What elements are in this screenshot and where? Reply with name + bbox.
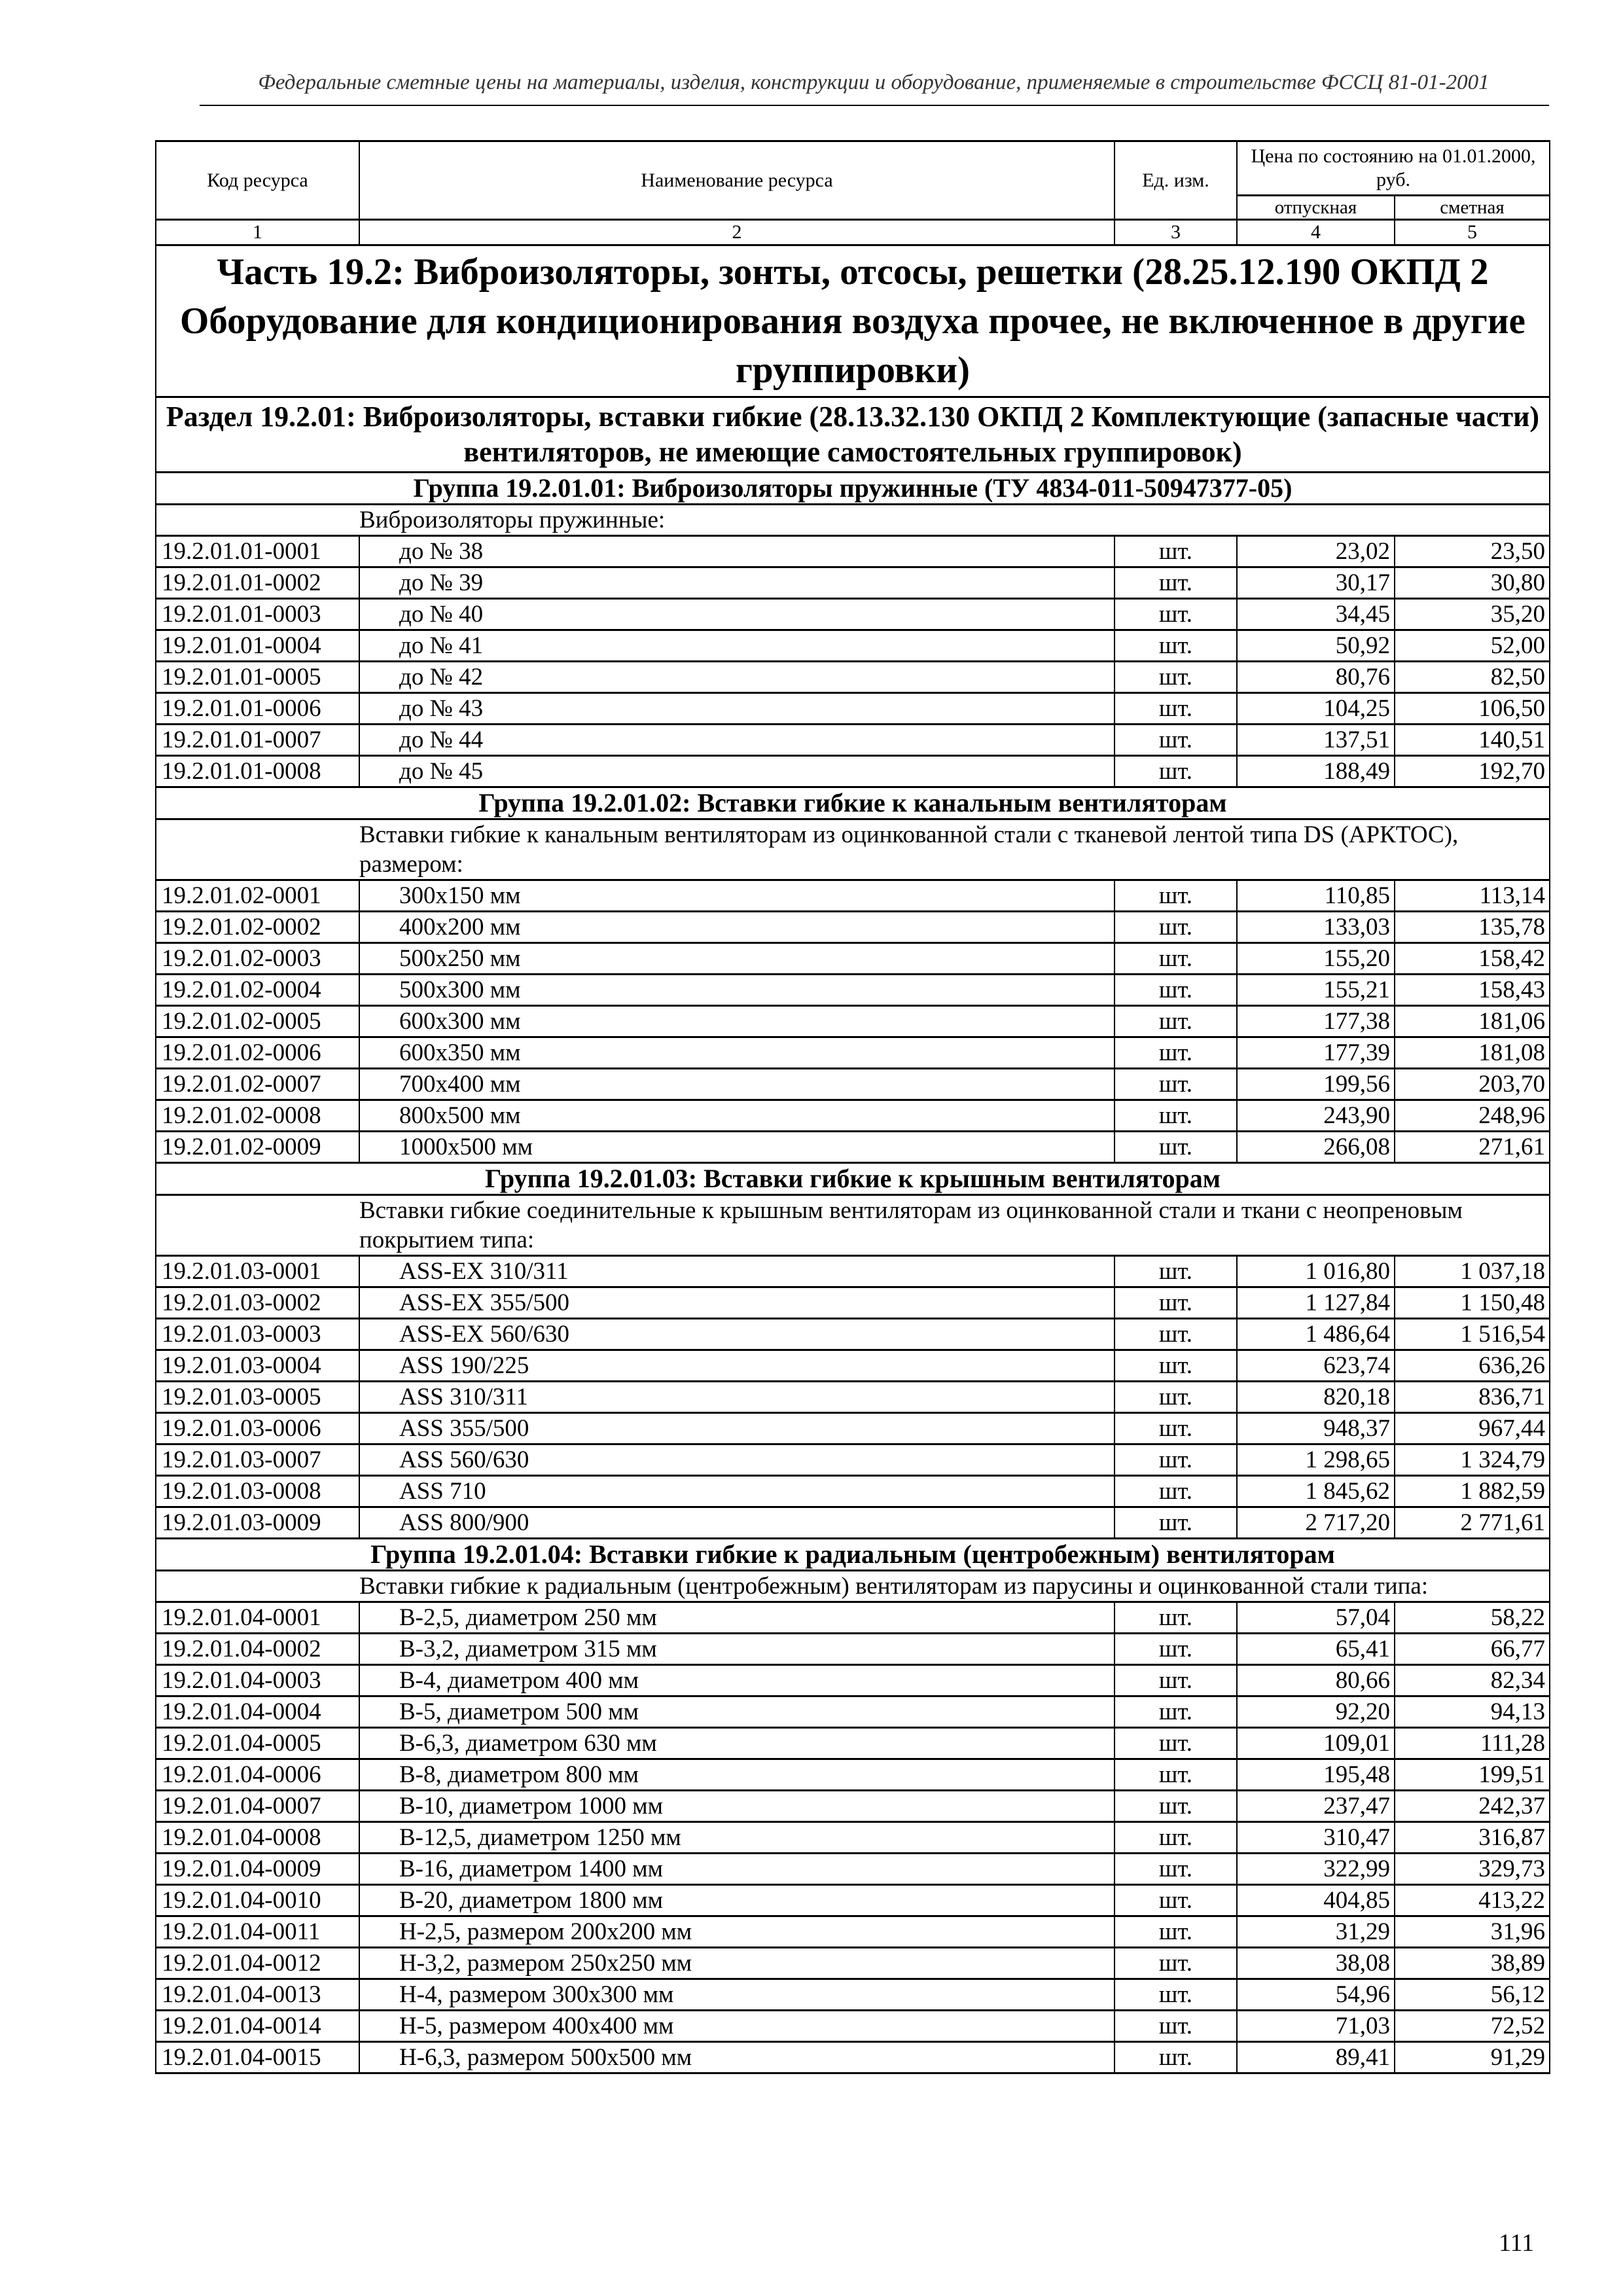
unit: шт. [1115,1444,1237,1476]
release-price: 80,76 [1237,662,1395,693]
estimate-price: 1 324,79 [1395,1444,1550,1476]
resource-name: В-20, диаметром 1800 мм [359,1885,1115,1916]
unit: шт. [1115,1948,1237,1979]
estimate-price: 66,77 [1395,1634,1550,1665]
estimate-price: 158,42 [1395,943,1550,975]
resource-code: 19.2.01.02-0005 [156,1006,359,1037]
release-price: 80,66 [1237,1665,1395,1696]
table-row [156,1791,1550,1822]
resource-name: В-5, диаметром 500 мм [359,1696,1115,1728]
estimate-price: 203,70 [1395,1069,1550,1100]
resource-name: до № 40 [359,599,1115,630]
estimate-price: 158,43 [1395,975,1550,1006]
resource-code: 19.2.01.02-0008 [156,1100,359,1132]
table-row [156,1948,1550,1979]
release-price: 310,47 [1237,1822,1395,1854]
table-row [156,599,1550,630]
unit: шт. [1115,756,1237,787]
estimate-price: 248,96 [1395,1100,1550,1132]
unit: шт. [1115,536,1237,567]
table-row [156,1256,1550,1287]
unit: шт. [1115,1287,1237,1319]
estimate-price: 271,61 [1395,1132,1550,1163]
release-price: 104,25 [1237,693,1395,725]
table-row [156,1634,1550,1665]
release-price: 1 127,84 [1237,1287,1395,1319]
resource-name: 700x400 мм [359,1069,1115,1100]
group-description: Вставки гибкие к радиальным (центробежным) вентиляторам из парусины и оцинкованной стали типа: [156,1571,1550,1602]
table-row [156,975,1550,1006]
group-description: Виброизоляторы пружинные: [156,505,1550,536]
release-price: 110,85 [1237,880,1395,912]
table-row [156,912,1550,943]
table-row [156,1006,1550,1037]
column-number: 3 [1115,220,1237,245]
unit: шт. [1115,1728,1237,1759]
release-price: 1 845,62 [1237,1476,1395,1507]
unit: шт. [1115,1665,1237,1696]
unit: шт. [1115,1916,1237,1948]
table-row [156,1728,1550,1759]
release-price: 1 016,80 [1237,1256,1395,1287]
price-table [155,140,1550,2074]
release-price: 155,21 [1237,975,1395,1006]
resource-name: ASS 355/500 [359,1413,1115,1444]
table-row [156,1413,1550,1444]
resource-code: 19.2.01.04-0008 [156,1822,359,1854]
part-row [156,245,1550,397]
column-number: 1 [156,220,359,245]
table-row [156,1319,1550,1350]
resource-code: 19.2.01.01-0008 [156,756,359,787]
table-row [156,1037,1550,1069]
resource-code: 19.2.01.04-0013 [156,1979,359,2011]
resource-code: 19.2.01.03-0009 [156,1507,359,1539]
resource-code: 19.2.01.03-0002 [156,1287,359,1319]
resource-code: 19.2.01.04-0004 [156,1696,359,1728]
table-row [156,1287,1550,1319]
group-row [156,1163,1550,1195]
table-row [156,1350,1550,1382]
estimate-price: 140,51 [1395,725,1550,756]
group-row [156,787,1550,819]
unit: шт. [1115,599,1237,630]
table-row [156,536,1550,567]
resource-code: 19.2.01.02-0006 [156,1037,359,1069]
release-price: 54,96 [1237,1979,1395,2011]
resource-code: 19.2.01.04-0009 [156,1854,359,1885]
column-number-row [156,220,1550,245]
table-row [156,1822,1550,1854]
resource-name: В-3,2, диаметром 315 мм [359,1634,1115,1665]
resource-code: 19.2.01.01-0005 [156,662,359,693]
estimate-price: 135,78 [1395,912,1550,943]
resource-code: 19.2.01.03-0003 [156,1319,359,1350]
resource-name: до № 44 [359,725,1115,756]
estimate-price: 106,50 [1395,693,1550,725]
estimate-price: 836,71 [1395,1382,1550,1413]
resource-code: 19.2.01.04-0012 [156,1948,359,1979]
resource-name: до № 41 [359,630,1115,662]
column-number: 2 [359,220,1115,245]
resource-code: 19.2.01.04-0015 [156,2042,359,2073]
resource-name: В-8, диаметром 800 мм [359,1759,1115,1791]
group-description-row [156,1571,1550,1602]
release-price: 623,74 [1237,1350,1395,1382]
unit: шт. [1115,1476,1237,1507]
release-price: 89,41 [1237,2042,1395,2073]
resource-code: 19.2.01.01-0006 [156,693,359,725]
group-title: Группа 19.2.01.03: Вставки гибкие к крышным вентиляторам [156,1163,1550,1195]
unit: шт. [1115,1885,1237,1916]
resource-name: до № 38 [359,536,1115,567]
table-row [156,756,1550,787]
resource-name: 800x500 мм [359,1100,1115,1132]
release-price: 2 717,20 [1237,1507,1395,1539]
release-price: 34,45 [1237,599,1395,630]
release-price: 57,04 [1237,1602,1395,1634]
resource-code: 19.2.01.03-0001 [156,1256,359,1287]
estimate-price: 72,52 [1395,2011,1550,2042]
resource-name: ASS-EX 310/311 [359,1256,1115,1287]
resource-name: ASS-EX 355/500 [359,1287,1115,1319]
table-row [156,1100,1550,1132]
table-row [156,1696,1550,1728]
resource-code: 19.2.01.03-0008 [156,1476,359,1507]
estimate-price: 2 771,61 [1395,1507,1550,1539]
resource-name: до № 42 [359,662,1115,693]
resource-name: 1000x500 мм [359,1132,1115,1163]
resource-code: 19.2.01.01-0003 [156,599,359,630]
resource-name: ASS 310/311 [359,1382,1115,1413]
resource-code: 19.2.01.04-0014 [156,2011,359,2042]
group-row [156,473,1550,505]
resource-code: 19.2.01.02-0009 [156,1132,359,1163]
resource-name: В-4, диаметром 400 мм [359,1665,1115,1696]
table-row [156,1444,1550,1476]
estimate-price: 1 882,59 [1395,1476,1550,1507]
resource-name: В-10, диаметром 1000 мм [359,1791,1115,1822]
header-estimate-price: сметная [1395,196,1550,220]
resource-code: 19.2.01.02-0002 [156,912,359,943]
unit: шт. [1115,2042,1237,2073]
table-row [156,1476,1550,1507]
estimate-price: 23,50 [1395,536,1550,567]
unit: шт. [1115,1507,1237,1539]
release-price: 820,18 [1237,1382,1395,1413]
unit: шт. [1115,662,1237,693]
resource-name: В-2,5, диаметром 250 мм [359,1602,1115,1634]
unit: шт. [1115,1100,1237,1132]
unit: шт. [1115,880,1237,912]
estimate-price: 35,20 [1395,599,1550,630]
resource-name: В-16, диаметром 1400 мм [359,1854,1115,1885]
estimate-price: 316,87 [1395,1822,1550,1854]
resource-code: 19.2.01.01-0002 [156,567,359,599]
table-row [156,1979,1550,2011]
table-row [156,630,1550,662]
release-price: 38,08 [1237,1948,1395,1979]
resource-name: ASS 710 [359,1476,1115,1507]
release-price: 188,49 [1237,756,1395,787]
estimate-price: 113,14 [1395,880,1550,912]
resource-name: 300x150 мм [359,880,1115,912]
table-row [156,2011,1550,2042]
header-name: Наименование ресурса [359,141,1115,220]
release-price: 137,51 [1237,725,1395,756]
resource-name: 600x350 мм [359,1037,1115,1069]
release-price: 404,85 [1237,1885,1395,1916]
estimate-price: 1 150,48 [1395,1287,1550,1319]
table-row [156,1382,1550,1413]
release-price: 65,41 [1237,1634,1395,1665]
header-rule [200,105,1549,106]
release-price: 243,90 [1237,1100,1395,1132]
table-row [156,567,1550,599]
unit: шт. [1115,693,1237,725]
resource-code: 19.2.01.04-0007 [156,1791,359,1822]
release-price: 133,03 [1237,912,1395,943]
table-row [156,725,1550,756]
estimate-price: 181,06 [1395,1006,1550,1037]
unit: шт. [1115,1854,1237,1885]
release-price: 177,38 [1237,1006,1395,1037]
resource-code: 19.2.01.04-0006 [156,1759,359,1791]
table-row [156,1507,1550,1539]
unit: шт. [1115,567,1237,599]
header-code: Код ресурса [156,141,359,220]
running-head: Федеральные сметные цены на материалы, изделия, конструкции и оборудование, применяемые в строительстве ФССЦ 81-01-2001 [258,71,1489,94]
estimate-price: 58,22 [1395,1602,1550,1634]
group-description: Вставки гибкие соединительные к крышным вентиляторам из оцинкованной стали и ткани с неопреновым покрытием типа: [156,1195,1550,1256]
unit: шт. [1115,1319,1237,1350]
resource-name: до № 43 [359,693,1115,725]
group-description: Вставки гибкие к канальным вентиляторам из оцинкованной стали с тканевой лентой типа DS (АРКТОС), размером: [156,819,1550,880]
table-row [156,880,1550,912]
release-price: 1 298,65 [1237,1444,1395,1476]
resource-code: 19.2.01.03-0004 [156,1350,359,1382]
estimate-price: 38,89 [1395,1948,1550,1979]
release-price: 23,02 [1237,536,1395,567]
estimate-price: 1 516,54 [1395,1319,1550,1350]
release-price: 195,48 [1237,1759,1395,1791]
release-price: 30,17 [1237,567,1395,599]
header-unit: Ед. изм. [1115,141,1237,220]
resource-code: 19.2.01.03-0006 [156,1413,359,1444]
unit: шт. [1115,943,1237,975]
resource-code: 19.2.01.04-0001 [156,1602,359,1634]
resource-name: В-12,5, диаметром 1250 мм [359,1822,1115,1854]
release-price: 155,20 [1237,943,1395,975]
part-title: Часть 19.2: Виброизоляторы, зонты, отсосы, решетки (28.25.12.190 ОКПД 2 Оборудование для кондиционирования воздуха прочее, не включенное в другие группировки) [156,245,1550,397]
estimate-price: 1 037,18 [1395,1256,1550,1287]
page-number: 111 [1499,2229,1535,2257]
release-price: 50,92 [1237,630,1395,662]
unit: шт. [1115,2011,1237,2042]
estimate-price: 111,28 [1395,1728,1550,1759]
column-number: 4 [1237,220,1395,245]
resource-code: 19.2.01.02-0003 [156,943,359,975]
release-price: 92,20 [1237,1696,1395,1728]
resource-name: Н-6,3, размером 500x500 мм [359,2042,1115,2073]
group-title: Группа 19.2.01.01: Виброизоляторы пружинные (ТУ 4834-011-50947377-05) [156,473,1550,505]
resource-code: 19.2.01.02-0004 [156,975,359,1006]
resource-name: ASS 560/630 [359,1444,1115,1476]
resource-name: В-6,3, диаметром 630 мм [359,1728,1115,1759]
resource-code: 19.2.01.04-0003 [156,1665,359,1696]
release-price: 266,08 [1237,1132,1395,1163]
table-row [156,1885,1550,1916]
estimate-price: 91,29 [1395,2042,1550,2073]
unit: шт. [1115,1822,1237,1854]
unit: шт. [1115,1759,1237,1791]
resource-code: 19.2.01.04-0002 [156,1634,359,1665]
unit: шт. [1115,1256,1237,1287]
resource-code: 19.2.01.03-0005 [156,1382,359,1413]
table-row [156,1759,1550,1791]
resource-name: до № 45 [359,756,1115,787]
resource-code: 19.2.01.04-0005 [156,1728,359,1759]
resource-name: ASS 190/225 [359,1350,1115,1382]
estimate-price: 967,44 [1395,1413,1550,1444]
unit: шт. [1115,1696,1237,1728]
table-row [156,1916,1550,1948]
estimate-price: 30,80 [1395,567,1550,599]
estimate-price: 413,22 [1395,1885,1550,1916]
group-description-row [156,505,1550,536]
unit: шт. [1115,725,1237,756]
resource-name: до № 39 [359,567,1115,599]
section-title: Раздел 19.2.01: Виброизоляторы, вставки гибкие (28.13.32.130 ОКПД 2 Комплектующие (запасные части) вентиляторов, не имеющие самостоятельных группировок) [156,397,1550,473]
resource-name: ASS 800/900 [359,1507,1115,1539]
estimate-price: 242,37 [1395,1791,1550,1822]
release-price: 322,99 [1237,1854,1395,1885]
resource-name: Н-4, размером 300x300 мм [359,1979,1115,2011]
table-row [156,1069,1550,1100]
unit: шт. [1115,1634,1237,1665]
resource-code: 19.2.01.01-0007 [156,725,359,756]
release-price: 71,03 [1237,2011,1395,2042]
resource-name: Н-3,2, размером 250x250 мм [359,1948,1115,1979]
resource-code: 19.2.01.03-0007 [156,1444,359,1476]
release-price: 199,56 [1237,1069,1395,1100]
table-body [156,245,1550,2073]
estimate-price: 199,51 [1395,1759,1550,1791]
release-price: 31,29 [1237,1916,1395,1948]
estimate-price: 52,00 [1395,630,1550,662]
group-description-row [156,819,1550,880]
unit: шт. [1115,912,1237,943]
table-row [156,1665,1550,1696]
section-row [156,397,1550,473]
table-row [156,1132,1550,1163]
resource-name: 500x300 мм [359,975,1115,1006]
estimate-price: 82,50 [1395,662,1550,693]
table-row [156,662,1550,693]
release-price: 177,39 [1237,1037,1395,1069]
unit: шт. [1115,1602,1237,1634]
table-row [156,693,1550,725]
resource-name: Н-5, размером 400x400 мм [359,2011,1115,2042]
resource-code: 19.2.01.02-0007 [156,1069,359,1100]
unit: шт. [1115,1382,1237,1413]
resource-name: 400x200 мм [359,912,1115,943]
header-price: Цена по состоянию на 01.01.2000, руб. [1237,141,1550,196]
table-header-row [156,141,1550,196]
release-price: 237,47 [1237,1791,1395,1822]
estimate-price: 31,96 [1395,1916,1550,1948]
resource-code: 19.2.01.01-0004 [156,630,359,662]
release-price: 1 486,64 [1237,1319,1395,1350]
resource-code: 19.2.01.01-0001 [156,536,359,567]
table-row [156,1854,1550,1885]
table-row [156,2042,1550,2073]
resource-code: 19.2.01.04-0011 [156,1916,359,1948]
estimate-price: 181,08 [1395,1037,1550,1069]
estimate-price: 636,26 [1395,1350,1550,1382]
table-row [156,943,1550,975]
release-price: 948,37 [1237,1413,1395,1444]
group-description-row [156,1195,1550,1256]
group-row [156,1539,1550,1571]
resource-name: Н-2,5, размером 200x200 мм [359,1916,1115,1948]
column-number: 5 [1395,220,1550,245]
unit: шт. [1115,1069,1237,1100]
estimate-price: 192,70 [1395,756,1550,787]
resource-code: 19.2.01.02-0001 [156,880,359,912]
resource-name: 500x250 мм [359,943,1115,975]
header-release-price: отпускная [1237,196,1395,220]
resource-name: 600x300 мм [359,1006,1115,1037]
unit: шт. [1115,1791,1237,1822]
unit: шт. [1115,1006,1237,1037]
unit: шт. [1115,630,1237,662]
resource-name: ASS-EX 560/630 [359,1319,1115,1350]
group-title: Группа 19.2.01.02: Вставки гибкие к канальным вентиляторам [156,787,1550,819]
group-title: Группа 19.2.01.04: Вставки гибкие к радиальным (центробежным) вентиляторам [156,1539,1550,1571]
resource-code: 19.2.01.04-0010 [156,1885,359,1916]
unit: шт. [1115,1350,1237,1382]
estimate-price: 94,13 [1395,1696,1550,1728]
unit: шт. [1115,1037,1237,1069]
table-row [156,1602,1550,1634]
estimate-price: 329,73 [1395,1854,1550,1885]
unit: шт. [1115,1413,1237,1444]
estimate-price: 56,12 [1395,1979,1550,2011]
unit: шт. [1115,1132,1237,1163]
unit: шт. [1115,1979,1237,2011]
unit: шт. [1115,975,1237,1006]
estimate-price: 82,34 [1395,1665,1550,1696]
release-price: 109,01 [1237,1728,1395,1759]
